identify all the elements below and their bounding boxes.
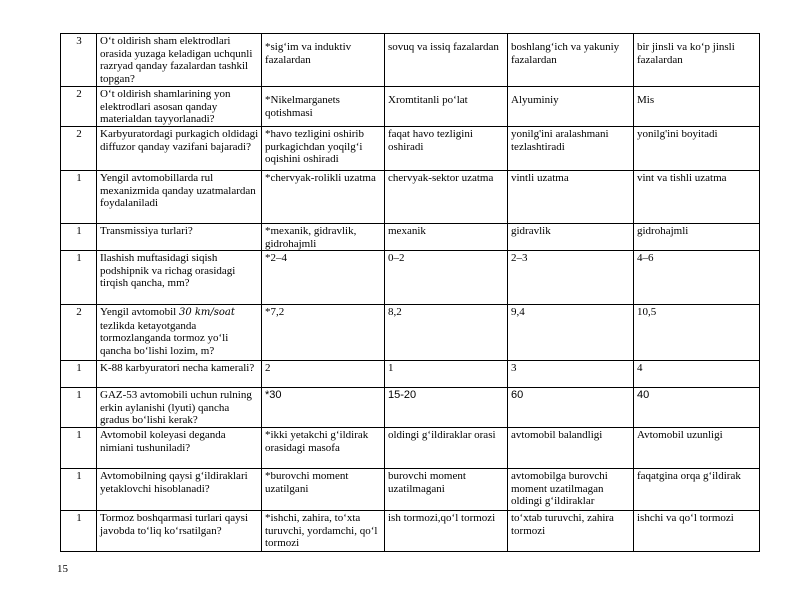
question-cell: [97, 305, 262, 361]
table-row: [61, 224, 760, 251]
answer-b-cell: oldingi g‘ildiraklar orasi: [385, 428, 508, 469]
question-cell: Avtomobilning qaysi g‘ildiraklari yetaklovchi hisoblanadi?: [97, 469, 262, 511]
answer-d-cell: bir jinsli va ko‘p jinsli fazalardan: [634, 34, 760, 87]
difficulty-cell: 1: [61, 511, 97, 552]
answer-b-cell: chervyak-sektor uzatma: [385, 171, 508, 224]
answer-c-cell: 60: [508, 388, 634, 428]
answer-a-cell: *burovchi moment uzatilgani: [262, 469, 385, 511]
question-cell: Ilashish muftasidagi siqish podshipnik va richag orasidagi tirqish qancha, mm?: [97, 251, 262, 305]
difficulty-cell: 1: [61, 388, 97, 428]
answer-a-cell: *havo tezligini oshirib purkagichdan yoqilg‘i oqishini oshiradi: [262, 127, 385, 171]
question-text-end: tezlikda ketayotganda tormozlanganda tormoz yo‘li qancha bo‘lishi lozim, m?: [100, 319, 229, 357]
difficulty-cell: 2: [61, 305, 97, 361]
answer-d-cell: 4: [634, 361, 760, 388]
question-cell: O‘t oldirish sham elektrodlari orasida yuzaga keladigan uchqunli razryad qanday fazalardan tashkil topgan?: [97, 34, 262, 87]
difficulty-cell: 2: [61, 127, 97, 171]
answer-c-cell: boshlang‘ich va yakuniy fazalardan: [508, 34, 634, 87]
difficulty-cell: 1: [61, 224, 97, 251]
table-row: [61, 388, 760, 428]
answer-a-cell: 2: [262, 361, 385, 388]
question-cell: O‘t oldirish shamlarining yon elektrodlari asosan qanday materialdan tayyorlanadi?: [97, 87, 262, 127]
answer-a-cell: *Nikelmarganets qotishmasi: [262, 87, 385, 127]
table-row: [61, 361, 760, 388]
answer-b-cell: sovuq va issiq fazalardan: [385, 34, 508, 87]
answer-d-cell: 4–6: [634, 251, 760, 305]
page-number: 15: [57, 563, 68, 575]
answer-c-cell: gidravlik: [508, 224, 634, 251]
answer-a-cell: *mexanik, gidravlik, gidrohajmli: [262, 224, 385, 251]
answer-d-cell: 40: [634, 388, 760, 428]
question-cell: Avtomobil koleyasi deganda nimiani tushuniladi?: [97, 428, 262, 469]
table-row: [61, 305, 760, 361]
question-cell: GAZ-53 avtomobili uchun rulning erkin aylanishi (lyuti) qancha gradus bo‘lishi kerak?: [97, 388, 262, 428]
table-row: [61, 171, 760, 224]
answer-d-cell: vint va tishli uzatma: [634, 171, 760, 224]
table-row: [61, 469, 760, 511]
question-table: [60, 33, 760, 552]
answer-c-cell: to‘xtab turuvchi, zahira tormozi: [508, 511, 634, 552]
answer-c-cell: 3: [508, 361, 634, 388]
answer-a-cell: *7,2: [262, 305, 385, 361]
table-row: [61, 251, 760, 305]
answer-d-cell: Avtomobil uzunligi: [634, 428, 760, 469]
answer-b-cell: 8,2: [385, 305, 508, 361]
difficulty-cell: 1: [61, 171, 97, 224]
table-row: [61, 428, 760, 469]
answer-c-cell: avtomobilga burovchi moment uzatilmagan oldingi g‘ildiraklar: [508, 469, 634, 511]
answer-d-cell: faqatgina orqa g‘ildirak: [634, 469, 760, 511]
answer-d-cell: Mis: [634, 87, 760, 127]
question-cell: Karbyuratordagi purkagich oldidagi diffuzor qanday vazifani bajaradi?: [97, 127, 262, 171]
question-cell: Transmissiya turlari?: [97, 224, 262, 251]
table-row: [61, 87, 760, 127]
answer-a-cell: *chervyak-rolikli uzatma: [262, 171, 385, 224]
question-cell: Tormoz boshqarmasi turlari qaysi javobda to‘liq ko‘rsatilgan?: [97, 511, 262, 552]
speed-formula: 30 km/soat: [178, 307, 235, 318]
answer-a-cell: *2–4: [262, 251, 385, 305]
answer-a-cell: *ikki yetakchi g‘ildirak orasidagi masofa: [262, 428, 385, 469]
answer-c-cell: vintli uzatma: [508, 171, 634, 224]
question-cell: K-88 karbyuratori necha kamerali?: [97, 361, 262, 388]
difficulty-cell: 1: [61, 428, 97, 469]
answer-b-cell: Xromtitanli po‘lat: [385, 87, 508, 127]
table-row: [61, 511, 760, 552]
answer-c-cell: yonilg'ini aralashmani tezlashtiradi: [508, 127, 634, 171]
answer-d-cell: yonilg'ini boyitadi: [634, 127, 760, 171]
answer-a-cell: *30: [262, 388, 385, 428]
table-row: [61, 34, 760, 87]
answer-d-cell: gidrohajmli: [634, 224, 760, 251]
answer-c-cell: avtomobil balandligi: [508, 428, 634, 469]
answer-c-cell: 2–3: [508, 251, 634, 305]
answer-b-cell: 1: [385, 361, 508, 388]
answer-b-cell: ish tormozi,qo‘l tormozi: [385, 511, 508, 552]
difficulty-cell: 3: [61, 34, 97, 87]
question-text-start: Yengil avtomobil: [100, 306, 177, 318]
answer-b-cell: 0–2: [385, 251, 508, 305]
difficulty-cell: 1: [61, 251, 97, 305]
answer-c-cell: 9,4: [508, 305, 634, 361]
difficulty-cell: 1: [61, 361, 97, 388]
answer-b-cell: faqat havo tezligini oshiradi: [385, 127, 508, 171]
table-row: [61, 127, 760, 171]
answer-c-cell: Alyuminiy: [508, 87, 634, 127]
answer-a-cell: *ishchi, zahira, to‘xta turuvchi, yordamchi, qo‘l tormozi: [262, 511, 385, 552]
answer-b-cell: mexanik: [385, 224, 508, 251]
difficulty-cell: 1: [61, 469, 97, 511]
question-cell: Yengil avtomobillarda rul mexanizmida qanday uzatmalardan foydalaniladi: [97, 171, 262, 224]
answer-b-cell: 15-20: [385, 388, 508, 428]
answer-d-cell: ishchi va qo‘l tormozi: [634, 511, 760, 552]
answer-b-cell: burovchi moment uzatilmagani: [385, 469, 508, 511]
answer-d-cell: 10,5: [634, 305, 760, 361]
difficulty-cell: 2: [61, 87, 97, 127]
answer-a-cell: *sig‘im va induktiv fazalardan: [262, 34, 385, 87]
